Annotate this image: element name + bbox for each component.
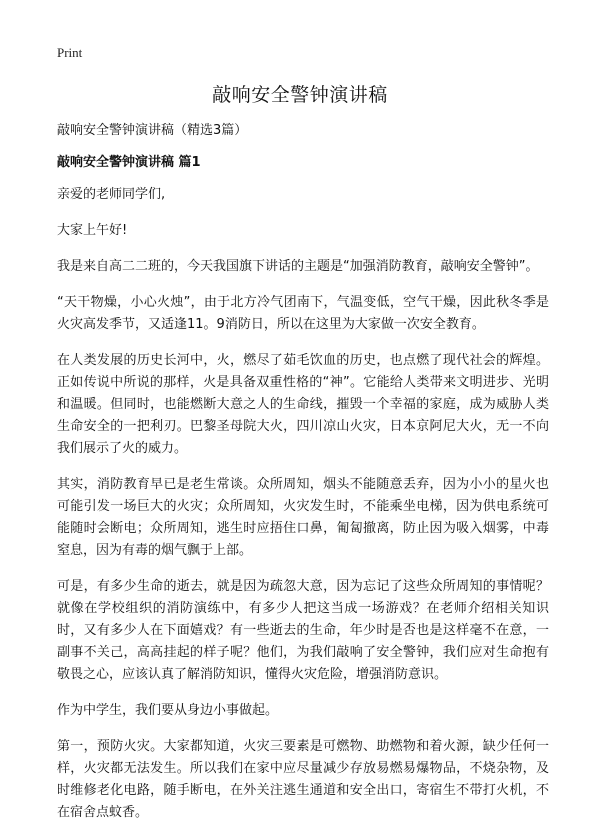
paragraph-common-knowledge: 其实，消防教育早已是老生常谈。众所周知，烟头不能随意丢弃，因为小小的星火也可能引发一场巨大的火灾；众所周知，火灾发生时，不能乘坐电梯，因为供电系统可能随时会断电；众所周知，逃生时应捂住口鼻，匍匐撤离，防止因为吸入烟雾，中毒窒息，因为有毒的烟气飘于上部。 — [57, 477, 549, 558]
paragraph-students: 作为中学生，我们要从身边小事做起。 — [57, 703, 279, 718]
paragraph-history: 在人类发展的历史长河中，火，燃尽了茹毛饮血的历史，也点燃了现代社会的辉煌。正如传说中所说的那样，火是具备双重性格的“神”。它能给人类带来文明进步、光明和温暖。但同时，也能燃断大意之人的生命线，摧毁一个幸福的家庭，成为威胁人类生命安全的一把利刃。巴黎圣母院大火，四川凉山火灾，日本京阿尼大火，无一不向我们展示了火的威力。 — [57, 353, 549, 456]
print-link[interactable]: Print — [57, 45, 83, 60]
paragraph-salutation: 大家上午好! — [57, 223, 128, 238]
document-subtitle: 敲响安全警钟演讲稿（精选3篇） — [57, 123, 248, 138]
article-body — [57, 120, 549, 838]
paragraph-negligence: 可是，有多少生命的逝去，就是因为疏忽大意，因为忘记了这些众所周知的事情呢？就像在学校组织的消防演练中，有多少人把这当成一场游戏？在老师介绍相关知识时，又有多少人在下面嬉戏？有一些逝去的生命，年少时是否也是这样毫不在意，一副事不关己，高高挂起的样子呢？他们，为我们敲响了安全警钟，我们应对生命抱有敬畏之心，应该认真了解消防知识，懂得火灾危险，增强消防意识。 — [57, 579, 549, 682]
section-heading: 敲响安全警钟演讲稿 篇1 — [57, 155, 201, 170]
paragraph-intro: 我是来自高二二班的，今天我国旗下讲话的主题是“加强消防教育，敲响安全警钟”。 — [57, 259, 539, 274]
page-title: 敲响安全警钟演讲稿 — [212, 84, 388, 106]
paragraph-prevention: 第一，预防火灾。大家都知道，火灾三要素是可燃物、助燃物和着火源，缺少任何一样，火灾都无法发生。所以我们在家中应尽量减少存放易燃易爆物品，不烧杂物，及时维修老化电路，随手断电，在外关注逃生通道和安全出口，寄宿生不带打火机，不在宿舍点蚊香。 — [57, 739, 549, 820]
paragraph-greeting: 亲爱的老师同学们, — [57, 187, 166, 202]
paragraph-season: “天干物燥，小心火烛”，由于北方冷气团南下，气温变低，空气干燥，因此秋冬季是火灾高发季节，又适逢11。9消防日，所以在这里为大家做一次安全教育。 — [57, 295, 549, 332]
